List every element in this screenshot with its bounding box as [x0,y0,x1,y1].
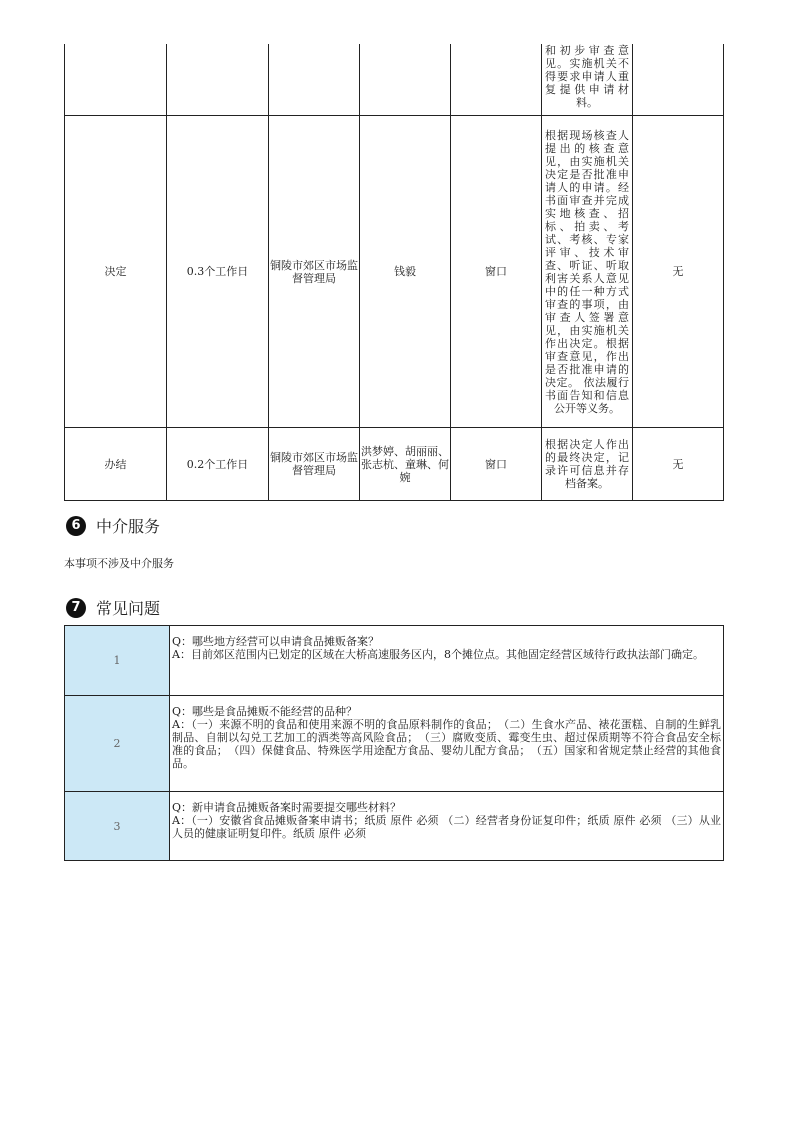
section-title: 常见问题 [96,599,161,618]
faq-index: 3 [65,792,170,861]
faq-question: Q：哪些地方经营可以申请食品摊贩备案？ [172,635,380,648]
process-table [64,44,724,501]
faq-row [65,626,724,696]
desc-text: 和初步审查意见。实施机关不得要求申请人重复提供申请材料。 [545,44,629,109]
faq-content [170,626,724,696]
desc-cell [542,116,633,428]
table-row [65,428,724,501]
section-number-badge: 7 [66,598,86,618]
person-cell [360,44,451,116]
dept-cell: 铜陵市郊区市场监督管理局 [269,116,360,428]
fee-cell: 无 [633,116,724,428]
section-heading-faq [66,596,160,619]
fee-cell [633,44,724,116]
desc-text: 根据现场核查人提出的核查意见，由实施机关决定是否批准申请人的申请。经书面审查并完成实地核查、招标、拍卖、考试、考核、专家评审、技术审查、听证、听取利害关系人意见中的任一种方式审查的事项，由审查人签署意见，由实施机关作出决定。根据审查意见，作出是否批准申请的决定。 依法履行书面告知和信息公开等义务。 [545,128,629,415]
desc-text: 根据决定人作出的最终决定，记录许可信息并存档备案。 [545,438,629,490]
faq-answer: A：（一）来源不明的食品和使用来源不明的食品原料制作的食品； （二）生食水产品、裱花蛋糕、自制的生鲜乳制品、自制以勾兑工艺加工的酒类等高风险食品； （三）腐败变质、霉变生虫、超过保质期等不符合食品安全标准的食品； （四）保健食品、特殊医学用途配方食品、婴幼儿配方食品； （五）国家和省规定禁止经营的其他食品。 [172,718,721,770]
faq-row [65,792,724,861]
method-cell: 窗口 [451,116,542,428]
table-row [65,116,724,428]
fee-cell: 无 [633,428,724,501]
faq-table [64,625,724,861]
method-cell [451,44,542,116]
desc-cell [542,428,633,501]
faq-index: 2 [65,696,170,792]
faq-question: Q：哪些是食品摊贩不能经营的品种？ [172,705,358,718]
dept-cell [269,44,360,116]
section-number-badge: 6 [66,516,86,536]
faq-content [170,792,724,861]
faq-content [170,696,724,792]
dept-cell: 铜陵市郊区市场监督管理局 [269,428,360,501]
intermediary-note: 本事项不涉及中介服务 [64,557,174,570]
time-cell [167,44,269,116]
section-title: 中介服务 [96,517,161,536]
table-row [65,44,724,116]
person-cell: 洪梦婷、胡丽丽、张志杭、童琳、何婉 [360,428,451,501]
method-cell: 窗口 [451,428,542,501]
faq-question: Q：新申请食品摊贩备案时需要提交哪些材料？ [172,801,402,814]
faq-row [65,696,724,792]
stage-cell: 办结 [65,428,167,501]
desc-cell [542,44,633,116]
stage-cell [65,44,167,116]
faq-answer: A：（一）安徽省食品摊贩备案申请书；纸质 原件 必须 （二）经营者身份证复印件；纸质 原件 必须 （三）从业人员的健康证明复印件。纸质 原件 必须 [172,814,721,840]
time-cell: 0.2个工作日 [167,428,269,501]
stage-cell: 决定 [65,116,167,428]
person-cell: 钱毅 [360,116,451,428]
time-cell: 0.3个工作日 [167,116,269,428]
section-heading-intermediary [66,514,160,537]
faq-answer: A：目前郊区范围内已划定的区域在大桥高速服务区内，8个摊位点。其他固定经营区域待行政执法部门确定。 [172,648,704,661]
faq-index: 1 [65,626,170,696]
